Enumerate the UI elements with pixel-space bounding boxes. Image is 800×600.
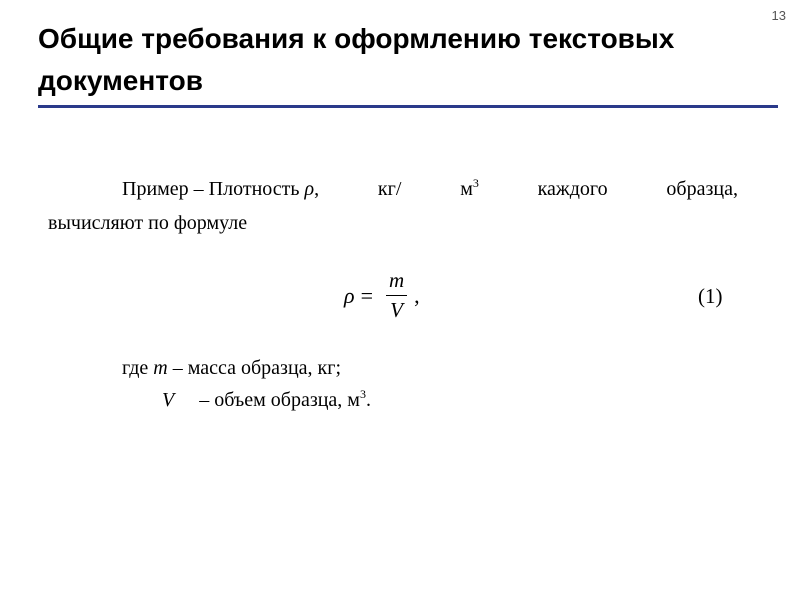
- volume-exponent: 3: [359, 387, 366, 401]
- formula-equals: =: [360, 282, 373, 308]
- definition-volume: [162, 387, 371, 412]
- formula-numerator: m: [388, 268, 405, 292]
- equation-number: (1): [698, 284, 723, 308]
- density-formula: [344, 268, 420, 323]
- unit-kg: кг/: [377, 178, 402, 200]
- example-word-each: каждого: [537, 178, 608, 200]
- example-line-1: [48, 176, 738, 201]
- unit-m-exponent: 3: [472, 176, 479, 190]
- volume-period: .: [365, 389, 371, 411]
- definition-mass: [122, 357, 341, 380]
- where-word: где: [122, 357, 149, 379]
- volume-symbol: V: [162, 389, 175, 411]
- formula-denominator: V: [386, 295, 407, 323]
- slide-title: Общие требования к оформлению текстовых документов: [38, 23, 675, 96]
- density-comma: ,: [314, 178, 320, 200]
- page-number: 13: [771, 8, 786, 23]
- example-prefix-group: [48, 178, 319, 201]
- volume-description: – объем образца, м: [199, 389, 360, 411]
- formula-trailing-comma: ,: [414, 282, 420, 308]
- unit-m3: [460, 176, 479, 201]
- formula-fraction: [385, 268, 408, 323]
- mass-symbol: m: [153, 357, 168, 379]
- formula-lhs: ρ: [344, 282, 355, 308]
- example-word-sample: образца,: [666, 178, 738, 200]
- density-symbol: ρ: [304, 178, 315, 200]
- mass-description: – масса образца, кг;: [172, 357, 341, 379]
- example-prefix: Пример – Плотность: [122, 178, 300, 200]
- unit-m: м: [460, 178, 473, 200]
- title-divider: [38, 105, 778, 108]
- example-line-2: вычисляют по формуле: [48, 212, 248, 234]
